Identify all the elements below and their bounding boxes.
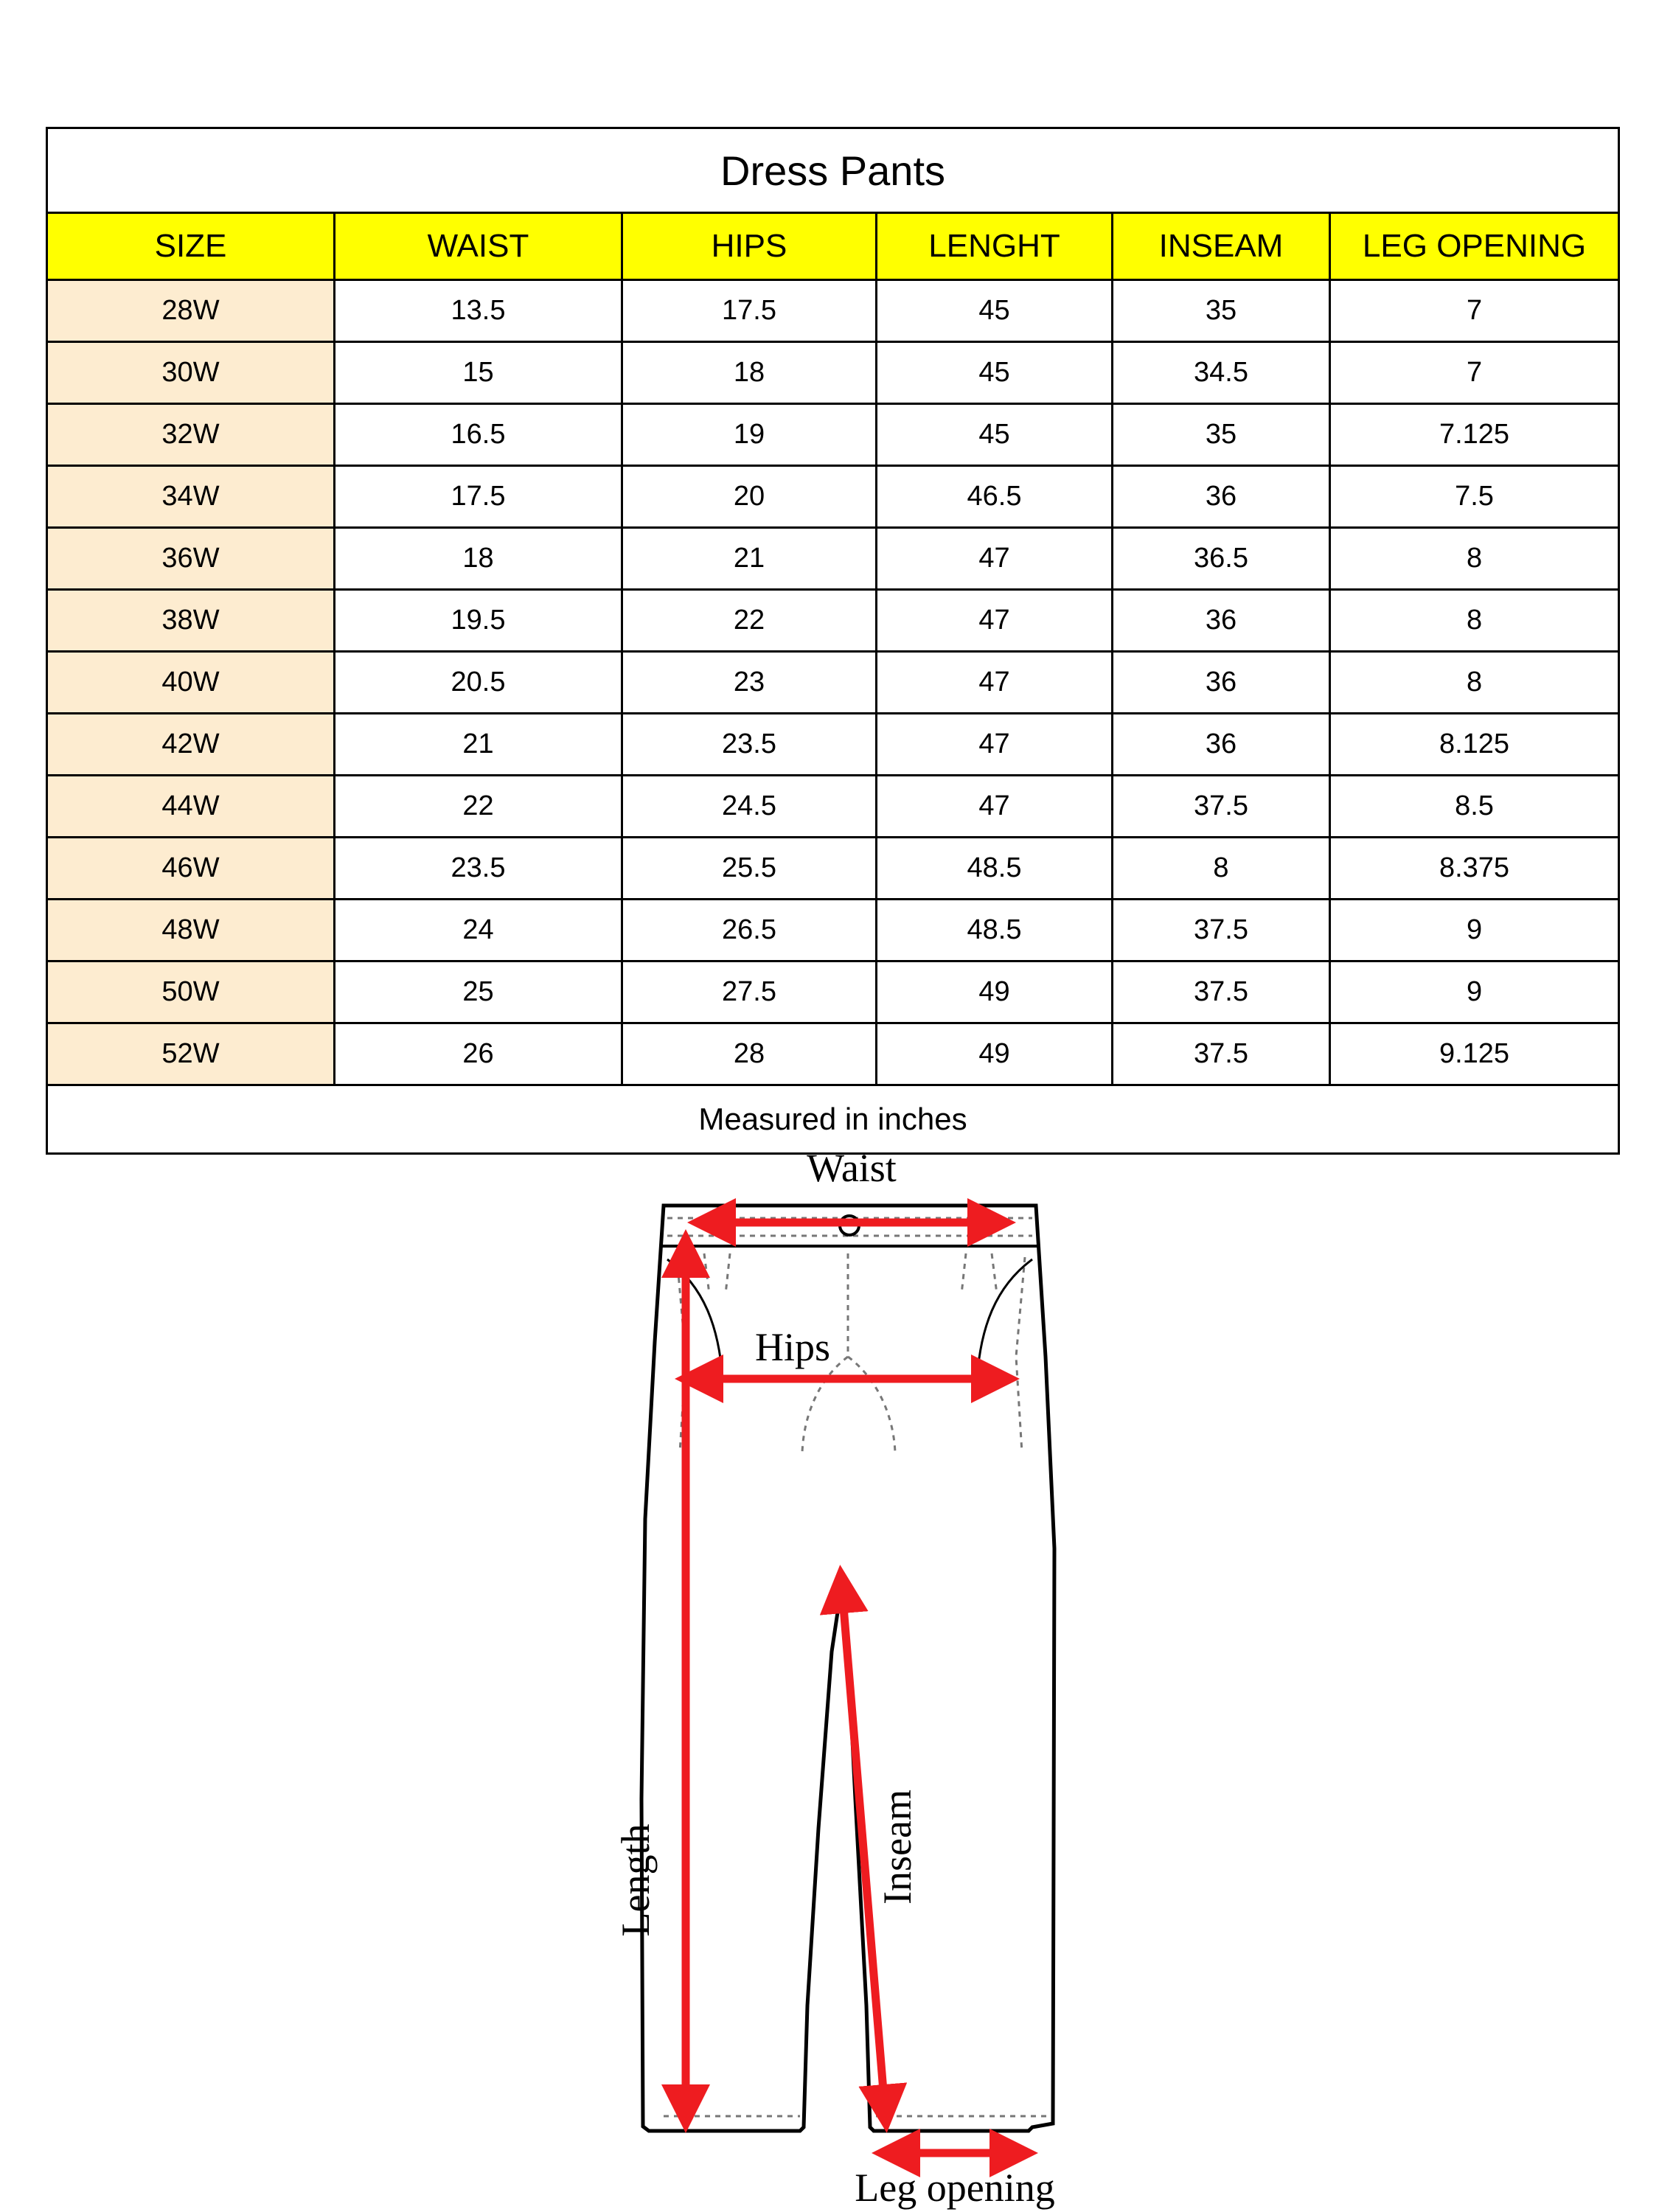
cell-waist: 18 — [335, 528, 622, 590]
table-row — [47, 280, 1619, 342]
table-title-row — [47, 128, 1619, 213]
length-label: Length — [613, 1823, 658, 1937]
table-row — [47, 961, 1619, 1023]
cell-inseam: 35 — [1113, 404, 1330, 466]
cell-size: 52W — [47, 1023, 335, 1085]
leg-opening-label: Leg opening — [855, 2166, 1055, 2210]
cell-leg-opening: 8.375 — [1330, 838, 1619, 900]
cell-waist: 16.5 — [335, 404, 622, 466]
cell-waist: 22 — [335, 776, 622, 838]
table-row — [47, 1023, 1619, 1085]
cell-length: 49 — [877, 1023, 1113, 1085]
cell-leg-opening: 7 — [1330, 280, 1619, 342]
inseam-label: Inseam — [875, 1790, 919, 1905]
table-row — [47, 528, 1619, 590]
column-header-inseam: INSEAM — [1113, 213, 1330, 280]
cell-size: 34W — [47, 466, 335, 528]
cell-size: 50W — [47, 961, 335, 1023]
cell-waist: 13.5 — [335, 280, 622, 342]
table-row — [47, 900, 1619, 961]
cell-size: 38W — [47, 590, 335, 652]
cell-waist: 23.5 — [335, 838, 622, 900]
table-header-row — [47, 213, 1619, 280]
table-row — [47, 404, 1619, 466]
cell-waist: 19.5 — [335, 590, 622, 652]
cell-inseam: 37.5 — [1113, 961, 1330, 1023]
cell-inseam: 36 — [1113, 714, 1330, 776]
size-chart-table-container — [46, 127, 1618, 1155]
cell-inseam: 36 — [1113, 652, 1330, 714]
cell-hips: 19 — [622, 404, 877, 466]
cell-size: 44W — [47, 776, 335, 838]
cell-length: 47 — [877, 590, 1113, 652]
cell-hips: 27.5 — [622, 961, 877, 1023]
cell-size: 42W — [47, 714, 335, 776]
cell-inseam: 36 — [1113, 590, 1330, 652]
cell-inseam: 37.5 — [1113, 776, 1330, 838]
cell-size: 48W — [47, 900, 335, 961]
cell-leg-opening: 8.125 — [1330, 714, 1619, 776]
cell-size: 32W — [47, 404, 335, 466]
cell-inseam: 37.5 — [1113, 1023, 1330, 1085]
cell-inseam: 36 — [1113, 466, 1330, 528]
column-header-size: SIZE — [47, 213, 335, 280]
cell-size: 30W — [47, 342, 335, 404]
column-header-waist: WAIST — [335, 213, 622, 280]
cell-leg-opening: 7.5 — [1330, 466, 1619, 528]
cell-length: 46.5 — [877, 466, 1113, 528]
size-chart-table — [46, 127, 1620, 1155]
cell-hips: 25.5 — [622, 838, 877, 900]
table-row — [47, 652, 1619, 714]
cell-hips: 17.5 — [622, 280, 877, 342]
table-row — [47, 776, 1619, 838]
cell-leg-opening: 7 — [1330, 342, 1619, 404]
cell-hips: 23 — [622, 652, 877, 714]
column-header-hips: HIPS — [622, 213, 877, 280]
hips-label: Hips — [754, 1325, 831, 1369]
cell-leg-opening: 9 — [1330, 961, 1619, 1023]
cell-leg-opening: 8 — [1330, 590, 1619, 652]
cell-leg-opening: 8 — [1330, 528, 1619, 590]
cell-length: 49 — [877, 961, 1113, 1023]
cell-inseam: 36.5 — [1113, 528, 1330, 590]
column-header-lenght: LENGHT — [877, 213, 1113, 280]
cell-length: 48.5 — [877, 900, 1113, 961]
table-row — [47, 590, 1619, 652]
cell-waist: 25 — [335, 961, 622, 1023]
cell-leg-opening: 8 — [1330, 652, 1619, 714]
table-body — [47, 280, 1619, 1154]
cell-length: 47 — [877, 776, 1113, 838]
cell-waist: 26 — [335, 1023, 622, 1085]
cell-leg-opening: 7.125 — [1330, 404, 1619, 466]
cell-waist: 15 — [335, 342, 622, 404]
cell-waist: 21 — [335, 714, 622, 776]
cell-length: 45 — [877, 404, 1113, 466]
cell-hips: 18 — [622, 342, 877, 404]
table-row — [47, 838, 1619, 900]
cell-inseam: 37.5 — [1113, 900, 1330, 961]
cell-length: 47 — [877, 528, 1113, 590]
cell-length: 45 — [877, 280, 1113, 342]
cell-length: 47 — [877, 714, 1113, 776]
cell-size: 46W — [47, 838, 335, 900]
cell-inseam: 35 — [1113, 280, 1330, 342]
cell-waist: 20.5 — [335, 652, 622, 714]
pants-measurement-diagram — [0, 1135, 1659, 2212]
cell-waist: 24 — [335, 900, 622, 961]
cell-hips: 23.5 — [622, 714, 877, 776]
cell-size: 28W — [47, 280, 335, 342]
cell-hips: 28 — [622, 1023, 877, 1085]
table-head — [47, 128, 1619, 280]
table-row — [47, 714, 1619, 776]
cell-hips: 22 — [622, 590, 877, 652]
cell-hips: 21 — [622, 528, 877, 590]
column-header-leg-opening: LEG OPENING — [1330, 213, 1619, 280]
cell-leg-opening: 9.125 — [1330, 1023, 1619, 1085]
cell-size: 36W — [47, 528, 335, 590]
waist-label: Waist — [807, 1146, 897, 1190]
cell-waist: 17.5 — [335, 466, 622, 528]
measured-in-inches-note: Measured in inches — [47, 1085, 1619, 1154]
cell-length: 45 — [877, 342, 1113, 404]
cell-length: 47 — [877, 652, 1113, 714]
cell-inseam: 8 — [1113, 838, 1330, 900]
table-row — [47, 342, 1619, 404]
cell-hips: 24.5 — [622, 776, 877, 838]
cell-leg-opening: 9 — [1330, 900, 1619, 961]
page-title: Dress Pants — [47, 128, 1619, 213]
cell-hips: 26.5 — [622, 900, 877, 961]
cell-size: 40W — [47, 652, 335, 714]
cell-leg-opening: 8.5 — [1330, 776, 1619, 838]
table-row — [47, 466, 1619, 528]
cell-hips: 20 — [622, 466, 877, 528]
cell-inseam: 34.5 — [1113, 342, 1330, 404]
cell-length: 48.5 — [877, 838, 1113, 900]
